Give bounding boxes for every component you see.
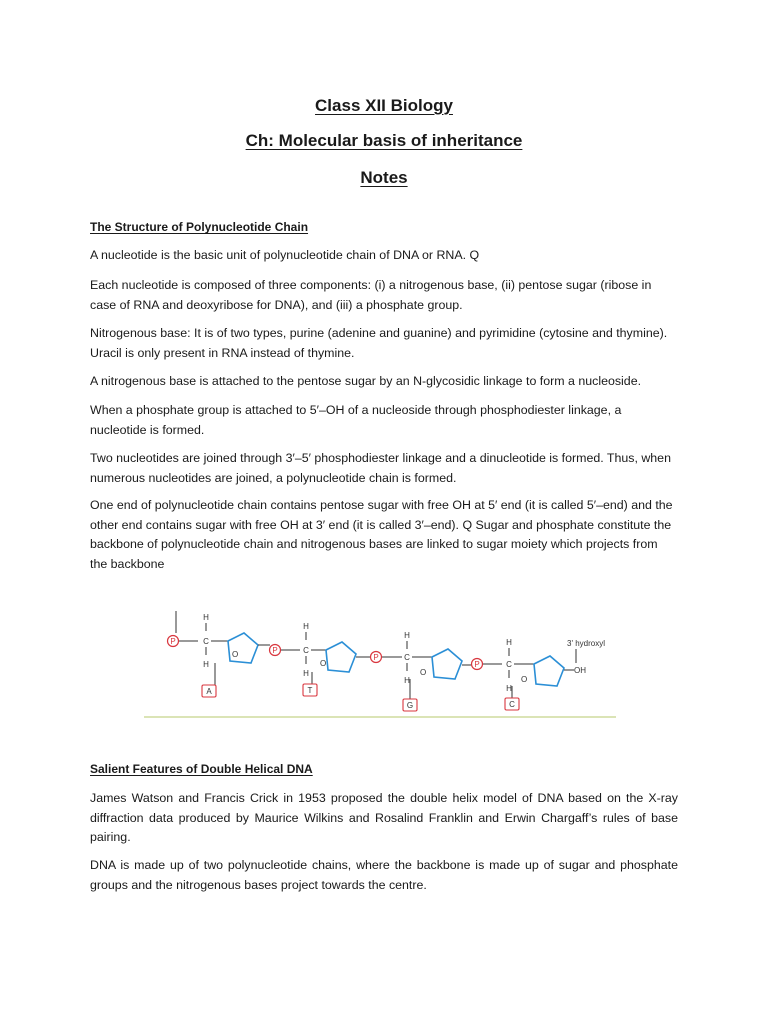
paragraph-nucleoside: A nitrogenous base is attached to the pentose sugar by an N-glycosidic linkage to form a nucleoside.	[90, 374, 642, 388]
atom-c-2: C	[303, 646, 309, 655]
paragraph-nitrogenous-base: Nitrogenous base: It is of two types, purine (adenine and guanine) and pyrimidine (cytosine and thymine). Uracil is only present in RNA instead of thymine.	[90, 326, 668, 360]
phosphate-label-2: P	[272, 646, 278, 655]
polynucleotide-chain-diagram	[140, 605, 620, 725]
atom-h-2b: H	[303, 669, 309, 678]
atom-h-3b: H	[404, 676, 410, 685]
atom-o-2: O	[320, 659, 327, 668]
atom-h-3a: H	[404, 631, 410, 640]
atom-h-1a: H	[203, 613, 209, 622]
hydroxyl-caption: 3' hydroxyl	[567, 639, 605, 648]
atom-o-1: O	[232, 650, 239, 659]
atom-h-4b: H	[506, 684, 512, 693]
atom-o-3: O	[420, 668, 427, 677]
base-label-a: A	[206, 687, 212, 696]
atom-h-1b: H	[203, 660, 209, 669]
section-heading-polynucleotide: The Structure of Polynucleotide Chain	[90, 220, 309, 234]
sugar-ring-4	[534, 656, 564, 686]
paragraph-nucleotide-unit: A nucleotide is the basic unit of polynucleotide chain of DNA or RNA. Q	[90, 248, 480, 262]
paragraph-nucleotide-formation: When a phosphate group is attached to 5′–OH of a nucleoside through phosphodiester linkage, a nucleotide is formed.	[90, 403, 622, 437]
atom-c-4: C	[506, 660, 512, 669]
paragraph-two-chains: DNA is made up of two polynucleotide chains, where the backbone is made up of sugar and phosphate groups and the nitrogenous bases project towards the centre.	[90, 858, 678, 892]
chapter-title: Ch: Molecular basis of inheritance	[245, 131, 523, 150]
notes-title: Notes	[360, 168, 408, 187]
atom-o-4: O	[521, 675, 528, 684]
sugar-ring-2	[326, 642, 356, 672]
sugar-ring-3	[432, 649, 462, 679]
paragraph-dinucleotide: Two nucleotides are joined through 3′–5′ phosphodiester linkage and a dinucleotide is formed. Thus, when numerous nucleotides are joined, a polynucleotide chain is formed.	[90, 451, 671, 485]
section-heading-double-helix: Salient Features of Double Helical DNA	[90, 762, 313, 776]
hydroxyl-oh-label: OH	[574, 666, 586, 675]
class-title: Class XII Biology	[315, 96, 453, 115]
base-label-g: G	[406, 701, 414, 710]
paragraph-nucleotide-components: Each nucleotide is composed of three components: (i) a nitrogenous base, (ii) pentose sugar (ribose in case of RNA and deoxyribose for DNA), and (iii) a phosphate group.	[90, 278, 652, 312]
base-label-t: T	[307, 686, 313, 695]
atom-c-1: C	[203, 637, 209, 646]
phosphate-label-4: P	[474, 660, 480, 669]
phosphate-label-1: P	[170, 637, 176, 646]
atom-h-2a: H	[303, 622, 309, 631]
atom-h-4a: H	[506, 638, 512, 647]
paragraph-watson-crick: James Watson and Francis Crick in 1953 proposed the double helix model of DNA based on the X-ray diffraction data produced by Maurice Wilkins and Rosalind Franklin and Erwin Chargaff’s rules of base pairing.	[90, 791, 678, 845]
base-label-c: C	[509, 700, 515, 709]
paragraph-chain-ends: One end of polynucleotide chain contains pentose sugar with free OH at 5′ end (it is called 5′–end) and the other end contains sugar with free OH at 3′ end (it is called 3′–end). Q Sugar and phosphate constitute the backbone of polynucleotide chain and nitrogenous bases are linked to sugar moiety which projects from the backbone	[90, 498, 673, 571]
atom-c-3: C	[404, 653, 410, 662]
phosphate-label-3: P	[373, 653, 379, 662]
